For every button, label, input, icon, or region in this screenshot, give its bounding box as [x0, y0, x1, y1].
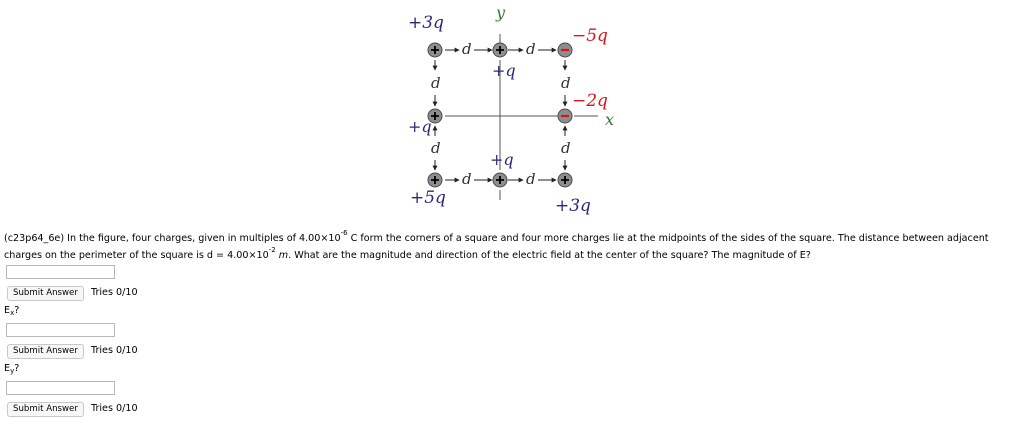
ex-answer-input[interactable]	[6, 323, 115, 337]
ey-question-label: $E_y$?	[4, 363, 20, 375]
positive-charge-icon	[428, 173, 442, 187]
positive-charge-icon	[558, 173, 572, 187]
submit-ey-button[interactable]: Submit Answer	[7, 402, 84, 417]
problem-unit: m	[275, 250, 289, 261]
problem-text: . What are the magnitude and direction of the electric field at the center of the square? The magnitude of E?	[288, 250, 811, 261]
spacing-label: d	[462, 170, 472, 188]
charge-label-top-right: −5q	[572, 26, 608, 46]
ey-answer-input[interactable]	[6, 381, 115, 395]
charge-label-mid-right: −2q	[572, 91, 608, 111]
magnitude-tries-counter: Tries 0/10	[91, 287, 138, 298]
positive-charge-icon	[428, 43, 442, 57]
problem-exponent: -2	[268, 246, 276, 254]
spacing-label: d	[462, 40, 472, 58]
problem-text: (c23p64_6e) In the figure, four charges, given in multiples of 4.00×10	[4, 233, 341, 244]
spacing-label: d	[526, 40, 536, 58]
y-axis-label: y	[496, 3, 506, 22]
charge-label-mid-left: +q	[408, 117, 432, 136]
charge-label-top-left: +3q	[408, 13, 444, 33]
magnitude-answer-input[interactable]	[6, 265, 115, 279]
spacing-label: d	[431, 139, 441, 157]
positive-charge-icon	[493, 43, 507, 57]
spacing-label: d	[561, 139, 571, 157]
charge-label-bottom-left: +5q	[410, 188, 446, 208]
charge-label-top-mid: +q	[492, 61, 516, 80]
spacing-label: d	[561, 74, 571, 92]
ex-tries-counter: Tries 0/10	[91, 345, 138, 356]
problem-exponent: -6	[340, 229, 348, 237]
ey-tries-counter: Tries 0/10	[91, 403, 138, 414]
spacing-label: d	[526, 170, 536, 188]
negative-charge-icon	[558, 43, 572, 57]
charge-label-bottom-right: +3q	[555, 196, 591, 216]
positive-charge-icon	[493, 173, 507, 187]
spacing-label: d	[431, 74, 441, 92]
negative-charge-icon	[558, 109, 572, 123]
problem-statement	[4, 230, 1022, 264]
problem-text: C form the corners of a square and four more charges lie at the midpoints of the sides of the square. The distance between adjacent charges on the perimeter of the square is d = 4.00×10	[4, 233, 989, 261]
ex-question-label: $E_x$?	[4, 305, 20, 317]
submit-ex-button[interactable]: Submit Answer	[7, 344, 84, 359]
submit-magnitude-button[interactable]: Submit Answer	[7, 286, 84, 301]
charge-label-bottom-mid: +q	[490, 150, 514, 169]
x-axis-label: x	[605, 110, 615, 129]
